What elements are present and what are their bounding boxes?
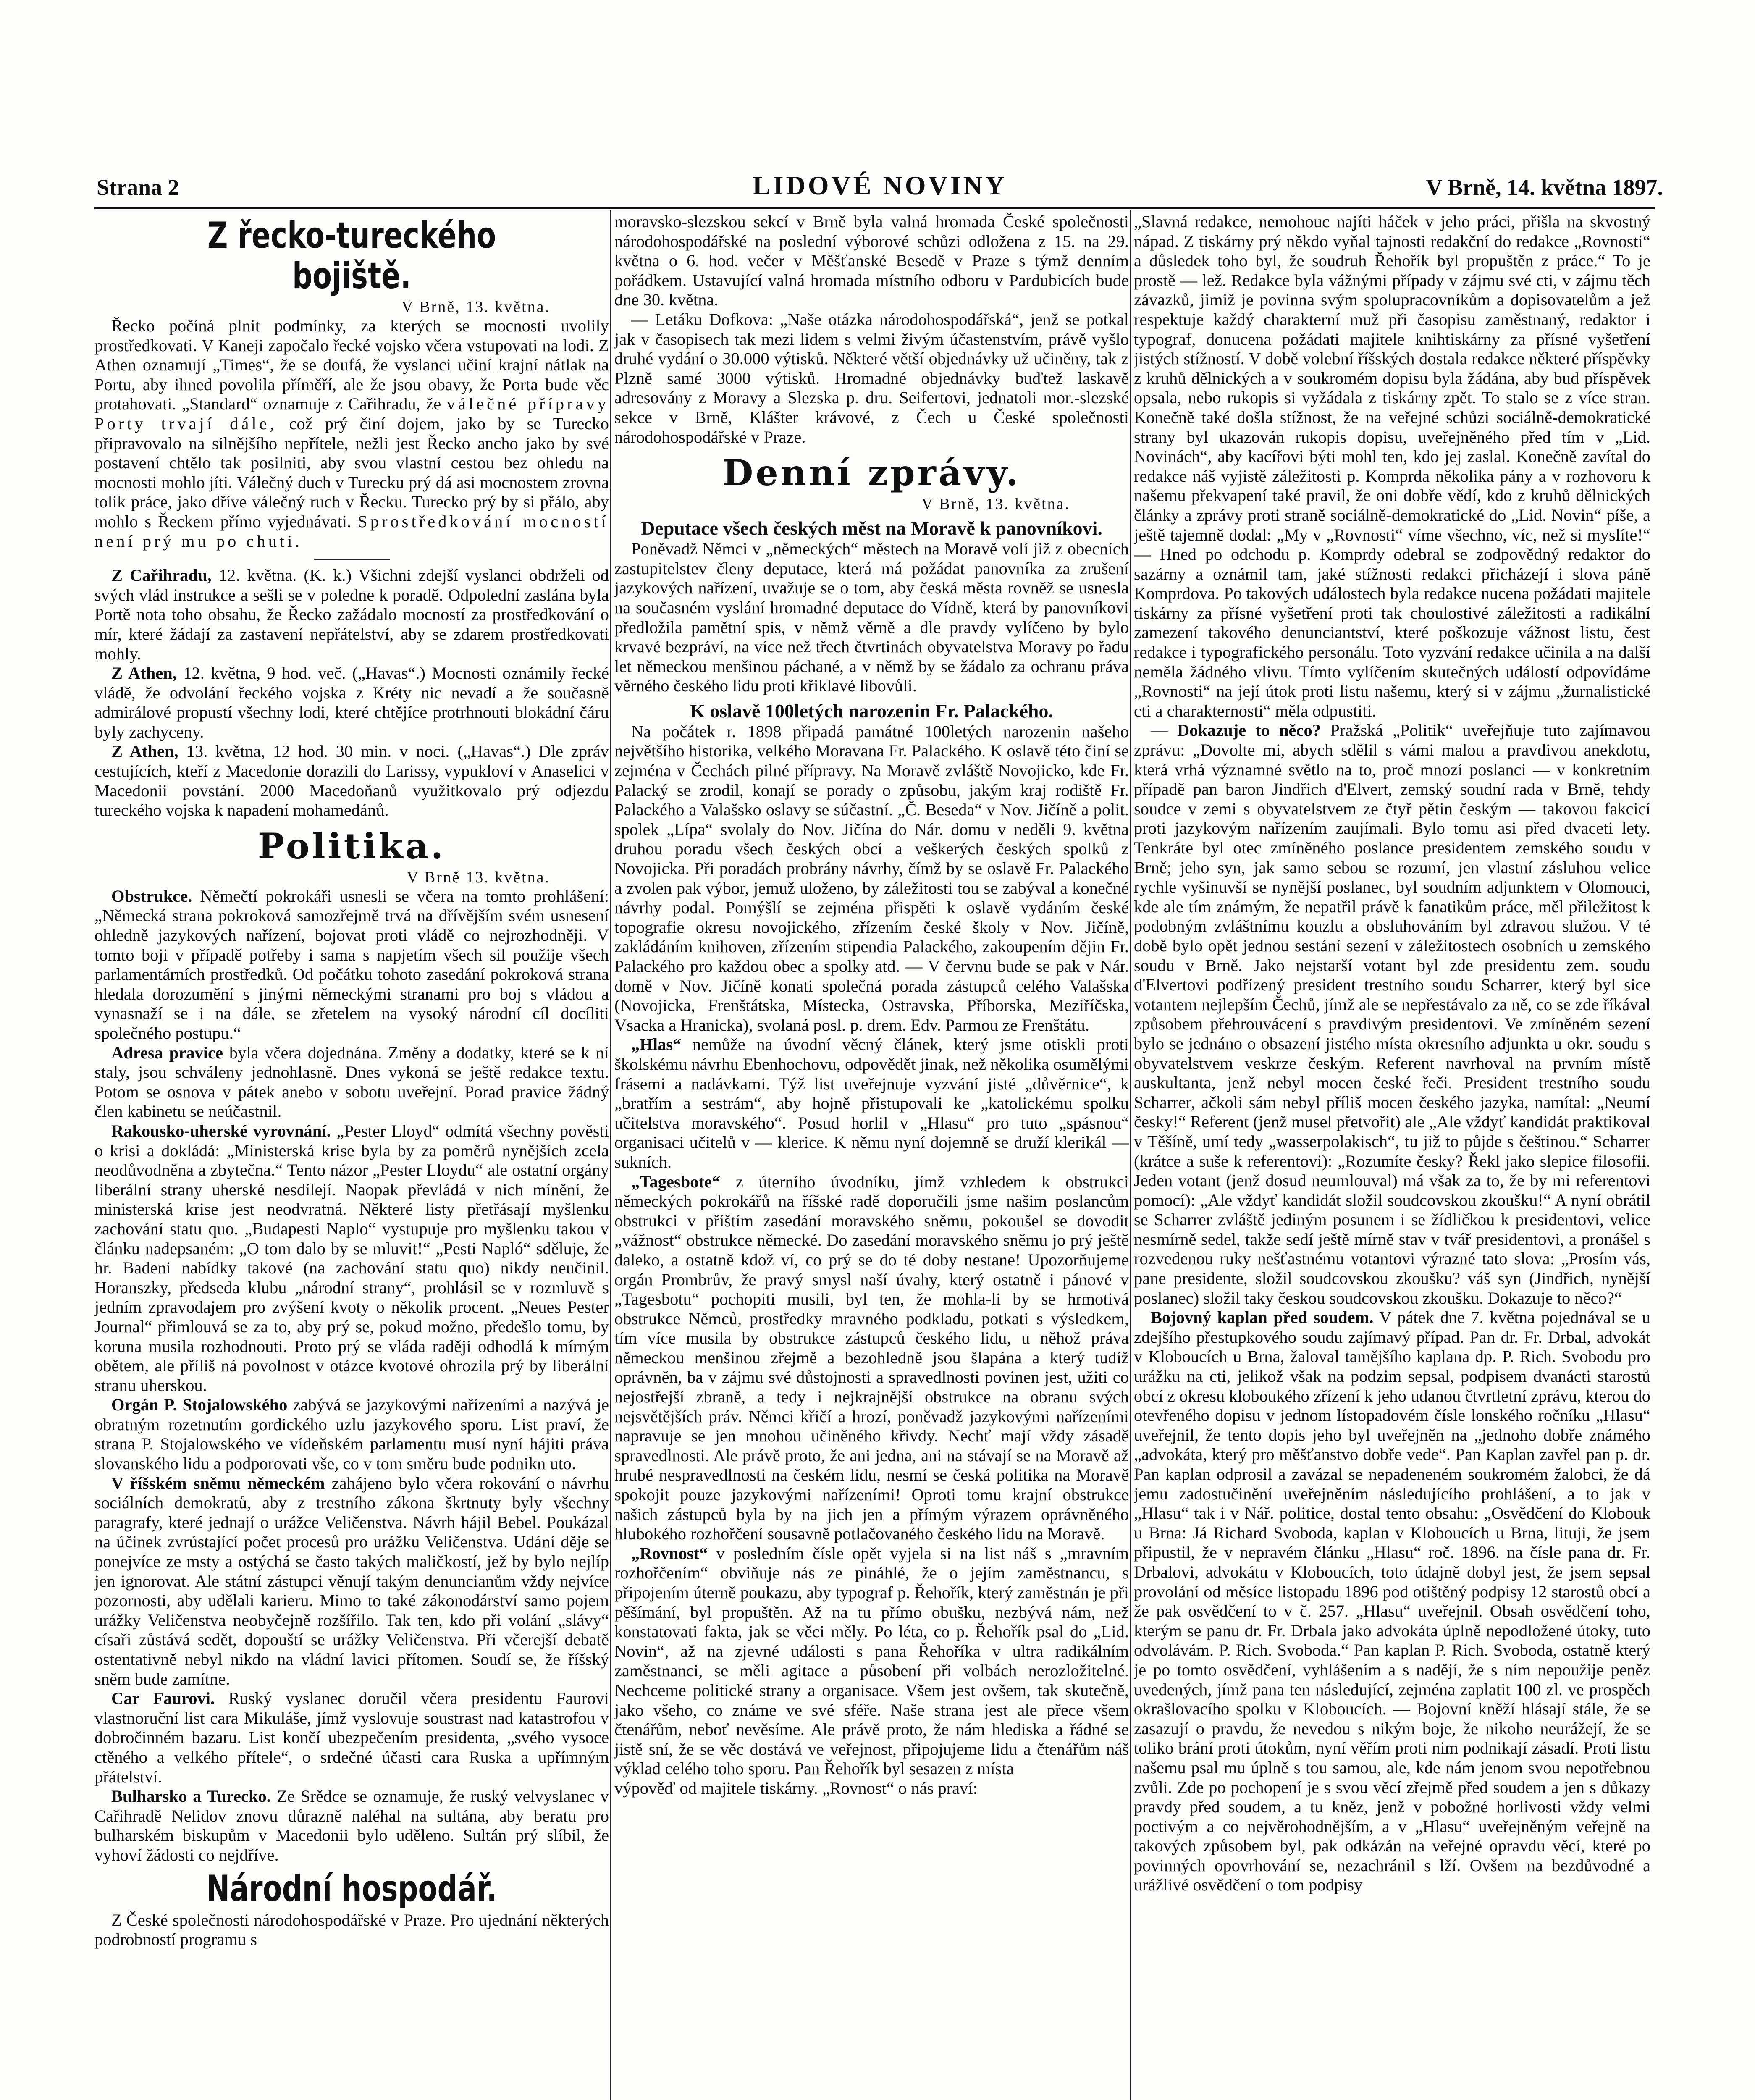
section-heading-politics: Politika.	[257, 825, 446, 867]
paragraph: Car Faurovi. Ruský vyslanec doručil včera presidentu Faurovi vlastnoruční list cara Mikuláše, jímž vyslovuje soustrast nad katastrofou v dobročinném bazaru. List končí ubezpečením presidenta, „svého vysoce ctěného a velkého přítele“, o srdečné účasti cara Ruska a upřímným přátelství.	[94, 1689, 609, 1786]
paragraph: „Slavná redakce, nemohouc najíti háček v jeho práci, přišla na skvostný nápad. Z tiskárny prý někdo vyňal tajnosti redakční do redakce „Rovnosti“ a důsledek toho byl, že soudruh Řehořík byl propuštěn z práce.“ To je prostě — lež. Redakce byla vážnými případy v zájmu své cti, v zájmu těch závazků, jimiž je povinna svým spolupracovníkům a dopisovatelům a jež respektuje každý charakterní muž při časopisu zaměstnaný, redaktor i typograf, donucena požádati majitele knihtiskárny za přísné vyšetření jistých stížností. V době volební říšských dostala redakce některé příspěvky z kruhů dělnických a v soukromém dopisu byla žádána, aby bud příspěvek opsala, nebo rukopis si vyžádala z tiskárny zpět. To stalo se z více stran. Konečně také došla stížnost, že na veřejné schůzi sociálně-demokratické strany byl ukazován rukopis dopisu, uveřejněného před tím v „Lid. Novinách“, aby kacířovi býti mohl ten, kdo jej zaslal. Konečně zavítal do redakce náš vyjistě záležitosti p. Komprda několika pány a v rozhovoru k našemu překvapení také pravil, že oni dobře vědí, kdo z kruhů dělnických články a zprávy proti straně sociálně-demokratické do „Lid. Novin“ píše, a ještě tajemně dodal: „My v „Rovnosti“ víme všechno, víc, než si myslíte!“ — Hned po odchodu p. Komprdy odebral se zodpovědný redaktor do sazárny a oznámil tam, jaké stížnosti redakci přicházejí i slova páně Komprdova. Po takových událostech byla redakce nucena požádati majitele tiskárny za přísné vyšetření proti tak choulostivé záležitosti a radikální zamezení takového denunciantství, které poškozuje vážnost listu, čest redakce i typografického personálu. Toto vyzvání redakce učinila a na další neměla žádného vlivu. Tímto vylíčením skutečných událostí odpovídáme „Rovnosti“ na její útok proti listu našemu, který si v zájmu „žurnalistické cti a charakternosti“ měla odpustiti.	[1134, 212, 1650, 720]
paragraph: V říšském sněmu německém zahájeno bylo včera rokování o návrhu sociálních demokratů, aby z trestního zákona škrtnuty byly všechny paragrafy, které jednají o urážce Veličenstva. Návrh hájil Bebel. Poukázal na účinek zvrústající počet procesů pro urážku Veličenstva. Udání děje se ponejvíce ze msty a ostýchá se často takých maličkostí, jež by bylo nejlíp jen ignorovat. Ale státní zástupci věnují takým denuncianům vždy nejvíce pozornosti, aby udělali karieru. Mimo to také zákonodárství samo pojem urážky Veličenstva neobyčejně rozšířilo. Tak ten, kdo při volání „slávy“ císaři zůstává sedět, dopouští se urážky Veličenstva. Při včerejší debatě ostentativně nebyl nikdo na vládní lavici přítomen. Soudí se, že říšský sněm bude zamítne.	[94, 1473, 609, 1688]
section-heading-war: Z řecko-tureckého bojiště.	[207, 215, 496, 297]
dateline: V Brně, 13. května.	[401, 298, 550, 316]
paragraph: Bulharsko a Turecko. Ze Srědce se oznamuje, že ruský velvyslanec v Cařihradě Nelidov znovu důrazně naléhal na sultána, aby beratu pro bulharském biskupům v Macedonii bylo uděleno. Sultán prý slíbil, že vyhoví žádosti co nejdříve.	[94, 1787, 609, 1864]
section-heading-economy: Národní hospodář.	[206, 1867, 497, 1910]
column-1	[94, 212, 609, 2100]
paragraph: Orgán P. Stojalowského zabývá se jazykovými nařízeními a nazývá je obratným rozetnutím gordického uzlu jazykového sporu. List praví, že strana P. Stojalowského ve vídeňském parlamentu musí nyní hájiti práva slovanského lidu a podporovati vše, co v tom směru bude podnikn uto.	[94, 1395, 609, 1473]
paragraph: Rakousko-uherské vyrovnání. „Pester Lloyd“ odmítá všechny pověsti o krisi a dokládá: „Ministerská krise byla by za poměrů nynějších zcela neodůvodněna a zbytečna.“ Tento názor „Pester Lloydu“ ale ostatní orgány liberální strany uherské nesdílejí. Naopak převládá v nich mínění, že ministerská krise jest neodvratná. Některé listy přetřásají myšlenku zachování statu quo. „Budapesti Naplo“ vystupuje pro myšlenku takou v článku nadepsaném: „O tom dalo by se mluvit!“ „Pesti Napló“ sděluje, že hr. Badeni nabídky takové (na zachování statu quo) nikdy neučinil. Horanszky, předseda klubu „národní strany“, prohlásil se v rozmluvě s jedním zpravodajem pro zvýšení kvoty o několik procent. „Neues Pester Journal“ přimlouvá se za to, aby prý se, pokud možno, předešlo tomu, by koruna musila rozhodnouti. Proto prý se vláda raději odhodlá k mírným obětem, ale příliš ná povolnost v otázce kvotové ohrozila prý by liberální stranu uherskou.	[94, 1121, 609, 1395]
paragraph: Na počátek r. 1898 připadá památné 100letých narozenin našeho největšího historika, velkého Moravana Fr. Palackého. K oslavě této činí se zejména v Čechách pilné přípravy. Na Moravě zvláště Novojicko, kde Fr. Palacký se zrodil, konají se porady o způsobu, jakým kraj rodiště Fr. Palackého a Valašsko oslavy se súčastní. „Č. Beseda“ v Nov. Jičíně a polit. spolek „Lípa“ svolaly do Nov. Jičína do Nár. domu v neděli 9. května druhou poradu všech českých obcí a veškerých českých spolků z Novojicka. Při poradách probrány návrhy, čímž by se oslavě Fr. Palackého a zvolen pak výbor, jemuž uloženo, by záležitosti tou se zabýval a konečné návrhy podal. Pomýšlí se zejména přispěti k oslavě vydáním české topografie okresu novojického, zřízením české školy v Nov. Jičíně, zakládáním knihoven, zřízením stipendia Palackého, zakoupením dějin Fr. Palackého pro každou obec a spolky atd. — V červnu bude se pak v Nár. domě v Nov. Jičíně konati společná porada zástupců celého Valašska (Novojicka, Frenštátska, Místecka, Ostravska, Příborska, Meziříčska, Vsacka a Hranicka), svolaná posl. p. drem. Edv. Parmou ze Frenštátu.	[614, 722, 1129, 1034]
paragraph: „Rovnost“ v posledním čísle opět vyjela si na list náš s „mravním rozhořčením“ obviňuje nás ze pináhlé, že o jejím zaměstnancu, s připojením úterně poukazu, aby typograf p. Řehořík, který zaměstnán je při pěšímání, byl propuštěn. Až na tu přímo obušku, nezbývá nám, než konstatovati fakta, jak se věci měly. Po léta, co p. Řehořík psal do „Lid. Novin“, až na zjevné události s pana Řehoříka v ultra radikálním zaměstnanci, se měli agitace a působení při volbách nerozložitelné. Nechceme politické strany a organisace. Všem jest ovšem, tak skutečně, jako všeho, co známe ve své sféře. Naše strana jest ale přece všem čtenářům, neboť nevěsíme. Ale právě proto, že nám hlediska a řádné se jistě sní, že se věc dostává ve veřejnost, připojujeme lidu a čtenářům náš výklad celého toho sporu. Pan Řehořík byl sesazen z místa	[614, 1544, 1129, 1778]
paragraph: Poněvadž Němci v „německých“ městech na Moravě volí již z obecních zastupitelstev členy deputace, která má požádat panovníka za zrušení jazykových nařízení, uvažuje se o tom, aby česká města rovněž se usnesla na současném vyslání hromadné deputace do Vídně, která by panovníkovi předložila pamětní spis, v němž věrně a dle pravdy vylíčeno by bylo krvavé bezpráví, na více než třech čtvrtinách obyvatelstva Moravy po řadu let německou menšinou páchané, a v němž by se žádalo za ochranu práva věrného českého lidu proti křiklavé libovůli.	[614, 539, 1129, 696]
column-divider-1	[610, 210, 611, 2100]
paragraph: Z Cařihradu, 12. května. (K. k.) Všichni zdejší vyslanci obdrželi od svých vlád instrukce a sešli se v poledne k poradě. Odpolední zaslána byla Portě nota toho obsahu, že Řecko zažádalo mocností za prostředkování o mír, které žádají za zastavení nepřátelství, aby se zdarem prostředkovati mohly.	[94, 566, 609, 663]
masthead-title: LIDOVÉ NOVINY	[752, 171, 1007, 200]
paragraph: Z České společnosti národohospodářské v Praze. Pro ujednání některých podrobností programu s	[94, 1910, 609, 1949]
dateline: V Brně, 13. května.	[921, 495, 1070, 513]
paragraph: Bojovný kaplan před soudem. V pátek dne 7. května pojednával se u zdejšího přestupkového soudu zajímavý případ. Pan dr. Fr. Drbal, advokát v Kloboucích u Brna, žaloval tamějšího kaplana dp. P. Rich. Svobodu pro urážku na cti, jelikož však na podzim sepsal, podpisem dvanácti starostů obcí z okresu kloboukého zřízení k jeho udanou čtvrtletní zprávu, kterou do otevřeného dopisu v jednom lístopadovém čísle lonského ročníku „Hlasu“ uveřejnil, že tento dopis jeho byl uveřejněn na „jednoho dobře známého „advokáta, který pro měšťanstvo dobře vede“. Pan Kaplan zavřel pan p. dr. Pan kaplan odprosil a zavázal se nepadeneném soukromém žalobci, že dá jemu zadostučinění uveřejněním následujícího prohlášení, a to jak v „Hlasu“ tak i v Nář. politice, dostal tento obsahu: „Osvědčení do Klobouk u Brna: Já Richard Svoboda, kaplan v Kloboucích u Brna, lituji, že jsem připustil, že v nepravém článku „Hlasu“ roč. 1896. na čísle pana dr. Fr. Drbalovi, advokátu v Kloboucích, toto údajně dobyl jest, že jsem sepsal provolání od měsíce listopadu 1896 pod otištěný podpisy 12 starostů obcí a že pak osvědčení to v č. 257. „Hlasu“ uveřejnil. Obsah osvědčení toho, kterým se panu dr. Fr. Drbala jako advokáta úplně nepodložené útoky, tuto odvolávám. P. Rich. Svoboda.“ Pan kaplan P. Rich. Svoboda, ostatně který je po tomto osvědčení, vyhlášením a s nadějí, že s ním nepoužije peněz uvedených, jímž pana ten následující, zejména zaplatit 100 zl. ve prospěch okrašlovacího spolku v Kloboucích. — Bojovní kněží hlásají stále, že se zasazují o pravdu, že nevedou s nikým boje, že nikoho neurážejí, že se toliko brání proti útokům, nyní věřím proti nim podnikají zásadí. Proti listu našemu psal mu úplně s tou samou, ale, kde nám jenom svou nepotřebnou zvůli. Zde po pochopení je s svou věcí zřejmě před soudem a jen s důkazy pravdy před soudem, a tu kněz, jenž v pobožné horlivosti vždy velmi poctivým a co nejvěrohodnějším, a v „Hlasu“ uveřejněným veřejně na takových způsobem byl, pak odkázán na veřejné opravdu věcí, které po povinných opovrhování se, nezachránil s lží. Ovšem na bezdůvodné a urážlivé osvědčení o tom podpisy	[1134, 1308, 1650, 1895]
divider	[314, 559, 390, 560]
issue-date: V Brně, 14. května 1897.	[1426, 175, 1663, 200]
paragraph: „Hlas“ nemůže na úvodní věcný článek, který jsme otiskli proti školskému návrhu Ebenhochovu, odpovědět jinak, než několika osumělými frásemi a nadávkami. Týž list uveřejnuje vyzvání jisté „důvěrnice“, k „bratřím a sestrám“, aby hojně přistupovali ke „katolickému spolku učitelstva moravského“. Posud horlil v „Hlasu“ pro tuto „spásnou“ organisaci učitelů v — klerice. K němu nyní dojemně se druží klerikál — sukních.	[614, 1035, 1129, 1171]
paragraph: moravsko-slezskou sekcí v Brně byla valná hromada České společnosti národohospodářské na poslední výborové schůzi odložena z 15. na 29. května o 6. hod. večer v Měšťanské Besedě v Praze s týmž denním pořádkem. Ustavující valná hromada místního odboru v Pardubicích bude dne 30. května.	[614, 212, 1129, 310]
dateline: V Brně 13. května.	[407, 868, 550, 886]
paragraph: Obstrukce. Němečtí pokrokáři usnesli se včera na tomto prohlášení: „Německá strana pokroková samozřejmě trvá na dřívějším svém usnesení ohledně jazykových nařízení, bojovat proti vládě co nejrozhodněji. V tomto boji v případě potřeby i sama s napjetím všech sil použije všech parlamentárních prostředků. Od počátku tohoto zasedání pokroková strana hledala dorozumění s jinými německými stranami pro boj s vládou a vynasnaží se i na dále, se zřetelem na vysoký národní cíl docíliti společného postupu.“	[94, 886, 609, 1042]
article-subheading: Deputace všech českých měst na Moravě k panovníkovi.	[641, 517, 1102, 539]
paragraph: „Tagesbote“ z úterního úvodníku, jímž vzhledem k obstrukci německých pokrokářů na říšské radě doporučili jsme našim poslancům obstrukci v příštím zasedání moravského sněmu, pokoušel se dovodit „vážnost“ obstrukce německé. Do zasedání moravského sněmu jo prý ještě daleko, a ostatně kdož ví, co prý se do té doby nestane! Upozorňujeme orgán Prombrův, že pravý smysl naší úvahy, který ostatně i pánové v „Tagesbotu“ pochopiti musili, byl ten, že mohla-li by se hrmotivá obstrukce Němců, prostředky mravného podkladu, potkati s výsledkem, tím více musila by obstrukce zástupců českého lidu, u něhož práva německou menšinou zřejmě a bezohledně jsou šlapána a který tudíž oprávněn, ba v zájmu své důstojnosti a spravedlnosti povinen jest, užiti co nejostřejší zbraně, a tedy i nejkrajnější obstrukce na obranu svých nejsvětějších práv. Němci křičí a hrozí, poněvadž jazykovými nařízeními napravuje se jen mnohou učiněného křivdy. Nechť mají vždy zásadě spravedlnosti. Ale právě proto, že ani jedna, ani na stávají se na Moravě až hrubé nespravedlnosti na českém lidu, nesmí se česká politika na Moravě spokojit pouze jazykovými nařízeními! Oproti tomu krajní obstrukce našich zástupců byla by na jich jen a přímým výrazem oprávněného hlubokého rozhořčení sousavně potlačovaného českého lidu na Moravě.	[614, 1172, 1129, 1544]
paragraph: Z Athen, 13. května, 12 hod. 30 min. v noci. („Havas“.) Dle zpráv cestujících, kteří z Macedonie dorazili do Larissy, vypukloví v Anaselici v Macedonii povstání. 2000 Macedoňanů využitkovalo prý odjezdu tureckého vojska k napadení mohamedánů.	[94, 742, 609, 820]
header-rule	[94, 207, 1655, 209]
column-divider-2	[1130, 210, 1131, 2100]
column-3	[1134, 212, 1650, 2100]
article-subheading: K oslavě 100letých narozenin Fr. Palackého.	[690, 700, 1053, 722]
paragraph: Z Athen, 12. května, 9 hod. več. („Havas“.) Mocnosti oznámily řecké vládě, že odvolání řeckého vojska z Kréty nic nevadí a že současně admirálové propustí všechny lodi, které chtějíce protrhnouti blokádní čáru byly zachyceny.	[94, 664, 609, 741]
page-header	[97, 166, 1663, 208]
paragraph: Adresa pravice byla včera dojednána. Změny a dodatky, které se k ní staly, jsou schváleny jednohlasně. Dnes vykoná se ještě redakce textu. Potom se osnova v pátek anebo v sobotu uveřejní. Porad pravice žádný člen kabinetu se neúčastnil.	[94, 1043, 609, 1121]
paragraph: — Dokazuje to něco? Pražská „Politik“ uveřejňuje tuto zajímavou zprávu: „Dovolte mi, abych sdělil s vámi malou a pravdivou anekdotu, která vrhá významné světlo na to, proč mnozí poslanci — v konkretním případě pan baron Jindřich d'Elvert, zemský soudní rada v Brně, tehdy soudce v zemi s obyvatelstvem ze čtyř pětin českým — takovou fakcicí proti jazykovým nařízením zaujímali. Bylo tomu asi před dvaceti lety. Tenkráte byl otec zmíněného poslance presidentem zemského soudu v Brně; jeho syn, jak samo sebou se rozumí, jen vlastní zásluhou velice rychle vyšinuvší se nynější poslanec, byl soudním adjunktem v Olomouci, kde ale tím známým, že nepatřil právě k fanatikům práce, měl přiležitost k podobným zvláštnímu kouzlu a obsluhováním byl zdravou služou. V té době bylo opět jednou sestání sezení v záležitostech osobních u zemského soudu v Brně. Jako nejstarší votant byl zde presidentu zem. soudu d'Elvertovi podřízený president trestního soudu Scharrer, který byl sice votantem nejlepším Čechů, jímž ale se nepřestávalo za ně, co se zde říkával způsobem přehrouvácení s pravdivým presidentovi. Ve zmíněném sezení bylo se jednáno o obsazení jistého místa okresního adjunkta u okr. soudu s obyvatelstvem veskrze českým. Referent navrhoval na prvním místě auskultanta, jenž nebyl mocen české řeči. President trestního soudu Scharrer, ačkoli sám nebyl příliš mocen českého jazyka, namítal: „Neumí česky!“ Referent (jenž musel přetvořit) ale „Ale vždyť kandidát praktikoval v Těšíně, umí tedy „wasserpolakisch“, tu již to půjde s češtinou.“ Scharrer (krátce a suše k referentovi): „Rozumíte česky? Řekl jako slepice filosofii. Jeden votant (jenž dosud neumlouval) má však za to, že by mi referentovi pomocí): „Ale vždyť kandidát složil soudcovskou zkoušku!“ A nyní obrátil se Scharrer zvláště jediným posunem i se žídličkou k presidentovi, velice nesmírně sedel, takže sedí ještě mírně stav v tvář presidentovi, a pronášel s rozvedenou ruky nešťastnému votantovi výrazné tato slova: „Prosím vás, pane presidente, složil soudcovskou zkoušku? váš syn (Jindřich, nynější poslanec) složil taky českou soudcovskou zkoušku. Dokazuje to něco?“	[1134, 721, 1650, 1307]
section-heading-daily-news: Denní zprávy.	[722, 452, 1021, 494]
paragraph: — Letáku Dofkova: „Naše otázka národohospodářská“, jenž se potkal jak v časopisech tak mezi lidem s velmi živým účastenstvím, právě vyšlo druhé vydání o 30.000 výtisků. Některé větší objednávky už učiněny, tak z Plzně samé 3000 výtisků. Hromadné objednávky buďtež laskavě adresovány z Moravy a Slezska p. dru. Seifertovi, jednatoli mor.-slezské sekce v Brně, Klášter krávové, z Čech u České společnosti národohospodářské v Praze.	[614, 310, 1129, 446]
paragraph: výpověď od majitele tiskárny. „Rovnost“ o nás praví:	[614, 1778, 978, 1798]
column-2	[614, 212, 1129, 2100]
paragraph: Řecko počíná plnit podmínky, za kterých se mocnosti uvolily prostředkovati. V Kaneji započalo řecké vojsko včera vstupovati na lodi. Z Athen oznamují „Times“, že se doufá, že vyslanci učiní krajní nátlak na Portu, aby ihned povolila příměří, ale že jsou obavy, že Porta bude věc protahovati. „Standard“ oznamuje z Cařihradu, že válečné přípravy Porty trvají dále, což prý činí dojem, jako by se Turecko připravovalo na silnějšího nepřítele, nežli jest Řecko ancho jako by své postavení chtělo tak posilniti, aby svou vlastní cestou bez ohledu na mocnosti mohlo jíti. Válečný duch v Turecku prý dá asi mocnostem zrovna tolik práce, jako dříve válečný ruch v Řecku. Turecko prý by si přálo, aby mohlo s Řeckem přímo vyjednávati. Sprostředkování mocností není prý mu po chuti.	[94, 316, 609, 551]
page-number: Strana 2	[97, 175, 179, 200]
